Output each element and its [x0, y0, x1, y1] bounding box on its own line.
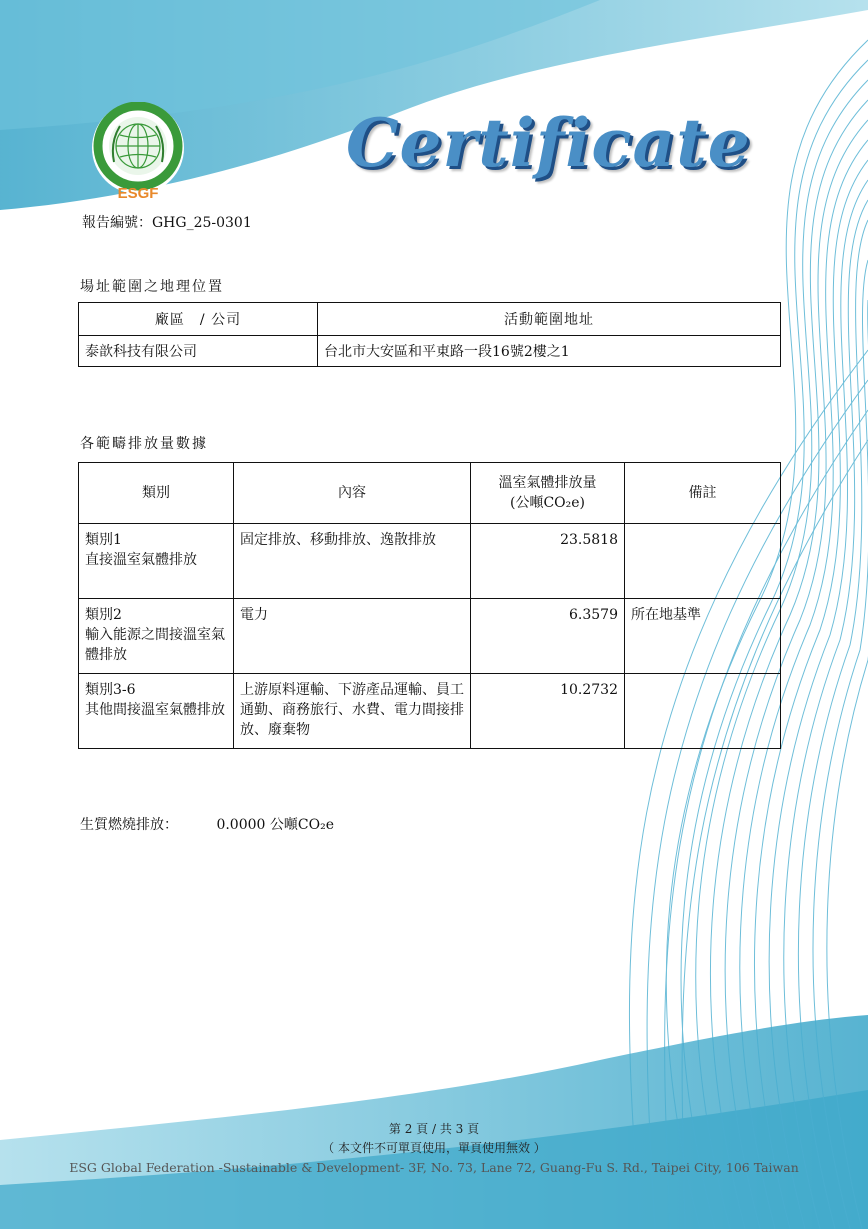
report-number-value: GHG_25-0301	[152, 215, 252, 231]
emissions-table-header	[79, 463, 781, 524]
col-amount-unit: (公噸CO₂e)	[509, 495, 585, 511]
note-cell	[625, 524, 781, 599]
biomass-unit: 公噸CO₂e	[269, 817, 334, 833]
emissions-section-title: 各範疇排放量數據	[80, 436, 208, 452]
category-name: 直接溫室氣體排放	[85, 552, 197, 568]
footer-address: ESG Global Federation -Sustainable & Development- 3F, No. 73, Lane 72, Guang-Fu S. Rd., Taipei City, 106 Taiwan	[69, 1160, 799, 1175]
col-factory-header: 廠區 / 公司	[79, 303, 318, 336]
biomass-label: 生質燃燒排放：	[80, 817, 178, 833]
col-content-header: 內容	[234, 463, 471, 524]
content-cell: 上游原料運輸、下游產品運輸、員工通勤、商務旅行、水費、電力間接排放、廢棄物	[234, 674, 471, 749]
content-cell: 固定排放、移動排放、逸散排放	[234, 524, 471, 599]
emissions-table	[78, 462, 781, 749]
company-cell: 泰歆科技有限公司	[79, 336, 318, 367]
category-name: 輸入能源之間接溫室氣體排放	[85, 627, 225, 663]
table-row	[79, 336, 781, 367]
amount-cell: 23.5818	[471, 524, 625, 599]
col-amount-header	[471, 463, 625, 524]
amount-cell: 10.2732	[471, 674, 625, 749]
page-number: 第 2 頁 / 共 3 頁	[388, 1122, 480, 1136]
category-name: 其他間接溫室氣體排放	[85, 702, 225, 718]
category-cell	[79, 599, 234, 674]
site-table-header	[79, 303, 781, 336]
table-row	[79, 599, 781, 674]
category-code: 類別2	[85, 607, 122, 623]
site-table	[78, 302, 781, 367]
biomass-emission	[80, 814, 334, 834]
category-cell	[79, 524, 234, 599]
certificate-title: Certificate	[346, 104, 751, 182]
biomass-value: 0.0000	[216, 817, 266, 833]
single-page-notice: （ 本文件不可單頁使用，單頁使用無效 ）	[322, 1141, 546, 1155]
col-amount-title: 溫室氣體排放量	[498, 475, 597, 491]
note-cell	[625, 674, 781, 749]
esgf-logo	[84, 102, 192, 202]
col-address-header: 活動範圍地址	[318, 303, 781, 336]
table-row	[79, 674, 781, 749]
category-code: 類別3-6	[85, 682, 136, 698]
amount-cell: 6.3579	[471, 599, 625, 674]
col-category-header: 類別	[79, 463, 234, 524]
site-section-title: 場址範圍之地理位置	[80, 279, 224, 295]
category-code: 類別1	[85, 532, 122, 548]
table-row	[79, 524, 781, 599]
report-number-label: 報告編號：	[82, 215, 152, 231]
col-note-header: 備註	[625, 463, 781, 524]
address-cell: 台北市大安區和平東路一段16號2樓之1	[318, 336, 781, 367]
category-cell	[79, 674, 234, 749]
note-cell: 所在地基準	[625, 599, 781, 674]
logo-text: ESGF	[117, 185, 159, 202]
content-cell: 電力	[234, 599, 471, 674]
report-number	[82, 212, 252, 232]
